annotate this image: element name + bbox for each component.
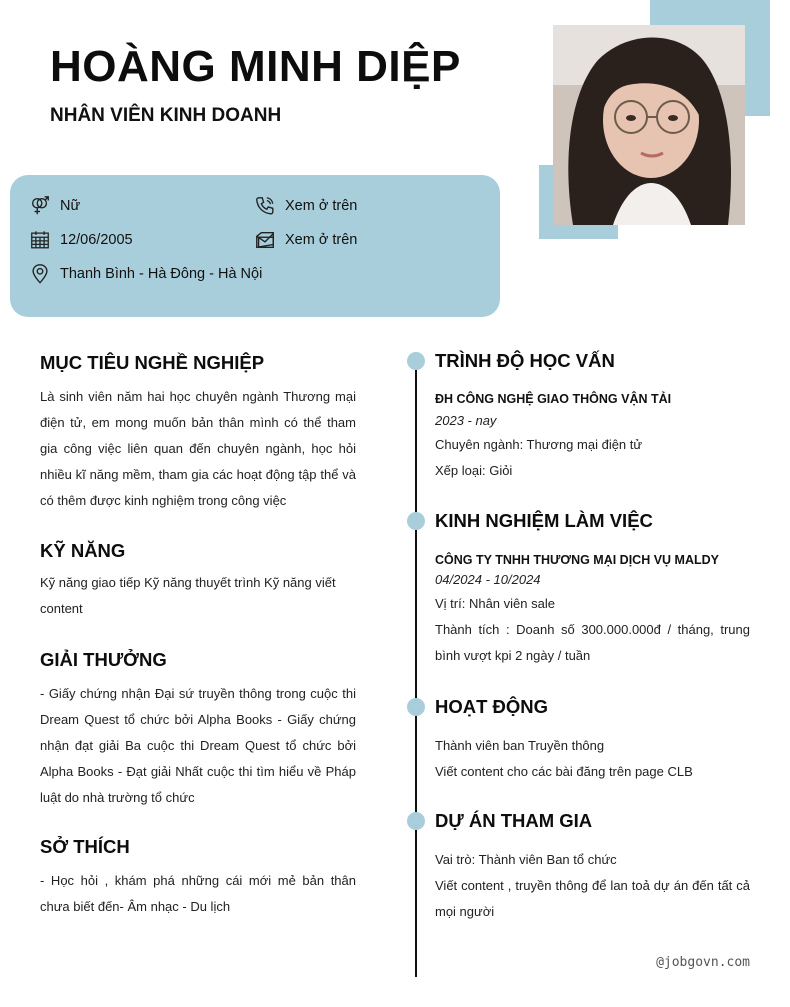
gender-value: Nữ xyxy=(60,198,81,214)
calendar-icon xyxy=(29,229,51,251)
skills-title: KỸ NĂNG xyxy=(40,540,126,561)
timeline-dot-experience xyxy=(407,512,425,530)
experience-period: 04/2024 - 10/2024 xyxy=(435,572,541,587)
phone-value: Xem ở trên xyxy=(285,198,358,214)
projects-line-2: Viết content , truyền thông để lan toả dự án đến tất cả mọi người xyxy=(435,878,750,919)
education-period: 2023 - nay xyxy=(435,413,497,428)
experience-position: Vị trí: Nhân viên sale xyxy=(435,596,555,611)
awards-title: GIẢI THƯỞNG xyxy=(40,649,167,670)
timeline-dot-projects xyxy=(407,812,425,830)
job-title: NHÂN VIÊN KINH DOANH xyxy=(50,105,282,126)
education-title: TRÌNH ĐỘ HỌC VẤN xyxy=(435,350,615,371)
contact-phone xyxy=(254,195,357,217)
birthdate-value: 12/06/2005 xyxy=(60,232,133,248)
timeline-dot-education xyxy=(407,352,425,370)
experience-company: CÔNG TY TNHH THƯƠNG MẠI DỊCH VỤ MALDY xyxy=(435,553,719,567)
objective-text: Là sinh viên năm hai học chuyên ngành Thương mại điện tử, em mong muốn bản thân mình có thể tham gia công việc liên quan đến chuyên ngành, học hỏi nhiều kĩ năng mềm, tham gia các hoạt động tập thể và có thêm được kinh nghiệm trong công việc xyxy=(40,389,356,508)
education-rank: Xếp loại: Giỏi xyxy=(435,463,513,478)
activities-line-1: Thành viên ban Truyền thông xyxy=(435,738,605,753)
envelope-icon xyxy=(254,229,276,251)
projects-section xyxy=(435,810,750,925)
gender-icon xyxy=(29,195,51,217)
education-school: ĐH CÔNG NGHỆ GIAO THÔNG VẬN TẢI xyxy=(435,392,672,406)
profile-photo xyxy=(553,25,745,225)
experience-section xyxy=(435,510,750,669)
contact-email xyxy=(254,229,357,251)
projects-line-1: Vai trò: Thành viên Ban tổ chức xyxy=(435,852,617,867)
candidate-name: HOÀNG MINH DIỆP xyxy=(50,42,461,91)
timeline-dot-activities xyxy=(407,698,425,716)
activities-section xyxy=(435,696,750,785)
watermark: @jobgovn.com xyxy=(656,955,750,970)
contact-address xyxy=(29,263,262,285)
phone-icon xyxy=(254,195,276,217)
awards-section xyxy=(40,649,356,811)
profile-photo-illustration xyxy=(553,25,745,225)
education-section xyxy=(435,350,750,484)
awards-text: - Giấy chứng nhận Đại sứ truyền thông trong cuộc thi Dream Quest tổ chức bởi Alpha Books - Giấy chứng nhận đạt giải Ba cuộc thi Dream Quest tổ chức bởi Alpha Books - Đạt giải Nhất cuộc thi tìm hiểu về Pháp luật do nhà trường tổ chức xyxy=(40,686,356,805)
hobbies-section xyxy=(40,836,356,920)
skills-section xyxy=(40,540,356,622)
hobbies-text: - Học hỏi , khám phá những cái mới mẻ bản thân chưa biết đến- Âm nhạc - Du lịch xyxy=(40,873,356,914)
contact-birthdate xyxy=(29,229,133,251)
experience-title: KINH NGHIỆM LÀM VIỆC xyxy=(435,510,653,531)
activities-title: HOẠT ĐỘNG xyxy=(435,696,549,717)
email-value: Xem ở trên xyxy=(285,232,358,248)
projects-title: DỰ ÁN THAM GIA xyxy=(435,810,593,831)
contact-info-panel xyxy=(10,175,500,317)
contact-gender xyxy=(29,195,80,217)
timeline-line xyxy=(415,355,417,977)
objective-title: MỤC TIÊU NGHỀ NGHIỆP xyxy=(40,352,265,373)
experience-achievement: Thành tích : Doanh số 300.000.000đ / tháng, trung bình vượt kpi 2 ngày / tuần xyxy=(435,622,750,663)
hobbies-title: SỞ THÍCH xyxy=(40,836,130,857)
skills-text: Kỹ năng giao tiếp Kỹ năng thuyết trình Kỹ năng viết content xyxy=(40,575,336,616)
location-pin-icon xyxy=(29,263,51,285)
address-value: Thanh Bình - Hà Đông - Hà Nội xyxy=(60,266,263,282)
activities-line-2: Viết content cho các bài đăng trên page CLB xyxy=(435,764,693,779)
education-major: Chuyên ngành: Thương mại điện tử xyxy=(435,437,643,452)
objective-section xyxy=(40,352,356,514)
